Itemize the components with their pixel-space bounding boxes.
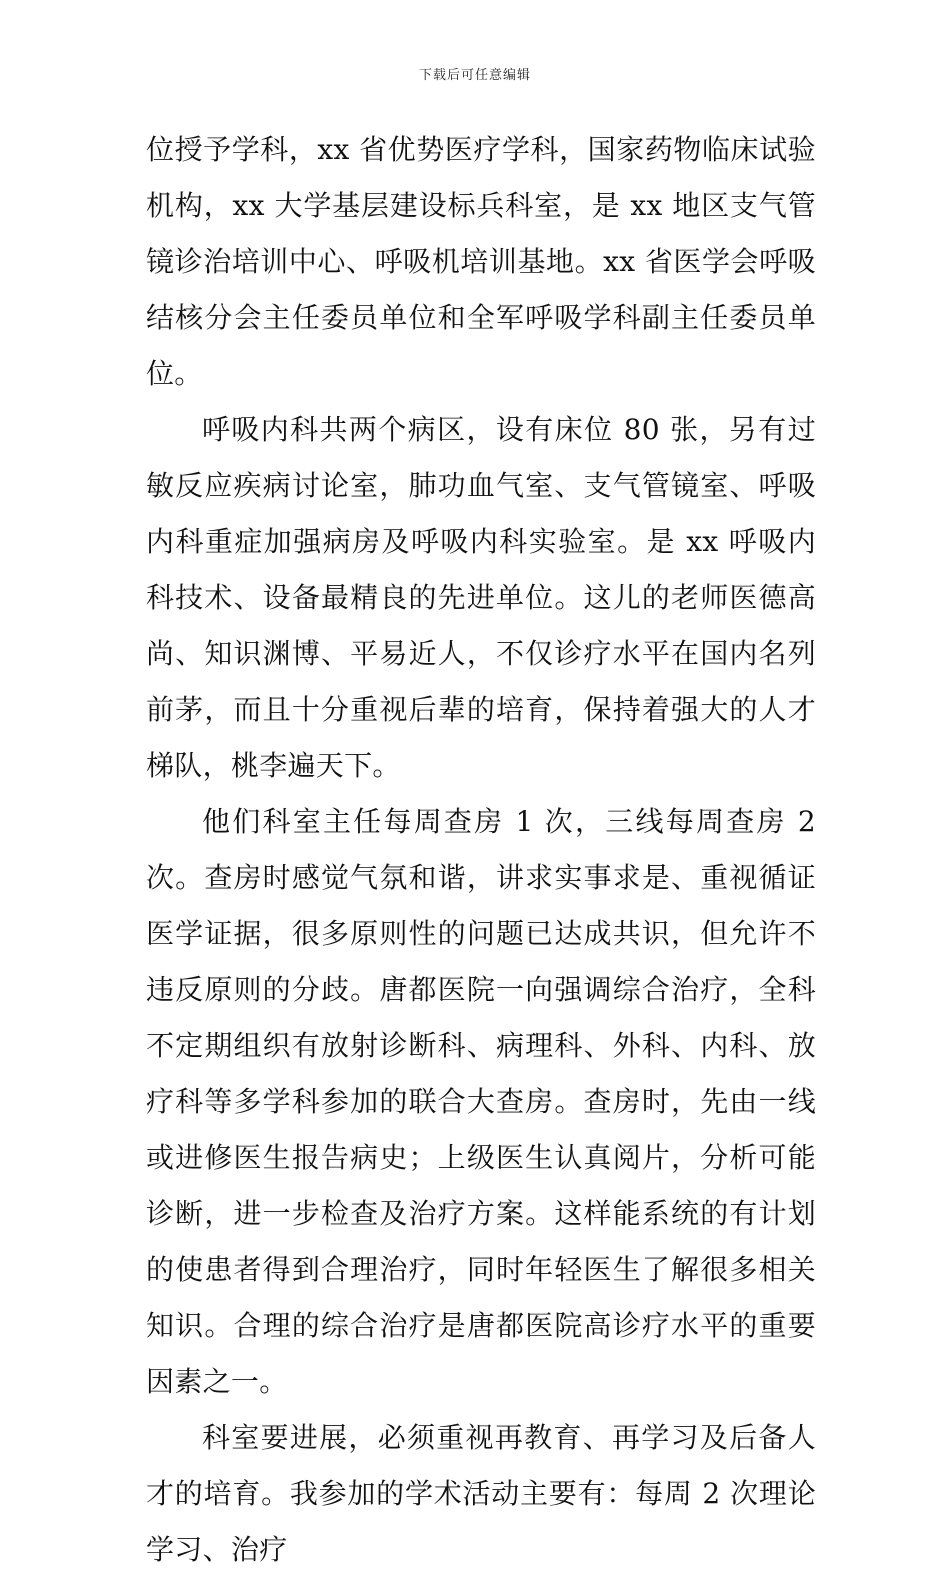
document-body xyxy=(146,122,816,1578)
paragraph-3: 他们科室主任每周查房 1 次，三线每周查房 2 次。查房时感觉气氛和谐，讲求实事求是、重视循证医学证据，很多原则性的问题已达成共识，但允许不违反原则的分歧。唐都医院一向强调综合治疗，全科不定期组织有放射诊断科、病理科、外科、内科、放疗科等多学科参加的联合大查房。查房时，先由一线或进修医生报告病史；上级医生认真阅片，分析可能诊断，进一步检查及治疗方案。这样能系统的有计划的使患者得到合理治疗，同时年轻医生了解很多相关知识。合理的综合治疗是唐都医院高诊疗水平的重要因素之一。 xyxy=(146,805,816,1398)
paragraph-4: 科室要进展，必须重视再教育、再学习及后备人才的培育。我参加的学术活动主要有：每周 2 次理论学习、治疗 xyxy=(146,1421,816,1566)
page-header: 下载后可任意编辑 xyxy=(418,68,531,83)
paragraph-2: 呼吸内科共两个病区，设有床位 80 张，另有过敏反应疾病讨论室，肺功血气室、支气管镜室、呼吸内科重症加强病房及呼吸内科实验室。是 xx 呼吸内科技术、设备最精良的先进单位。这儿的老师医德高尚、知识渊博、平易近人，不仅诊疗水平在国内名列前茅，而且十分重视后辈的培育，保持着强大的人才梯队，桃李遍天下。 xyxy=(146,413,816,782)
paragraph-1: 位授予学科，xx 省优势医疗学科，国家药物临床试验机构，xx 大学基层建设标兵科室，是 xx 地区支气管镜诊治培训中心、呼吸机培训基地。xx 省医学会呼吸结核分会主任委员单位和全军呼吸学科副主任委员单位。 xyxy=(146,133,816,390)
